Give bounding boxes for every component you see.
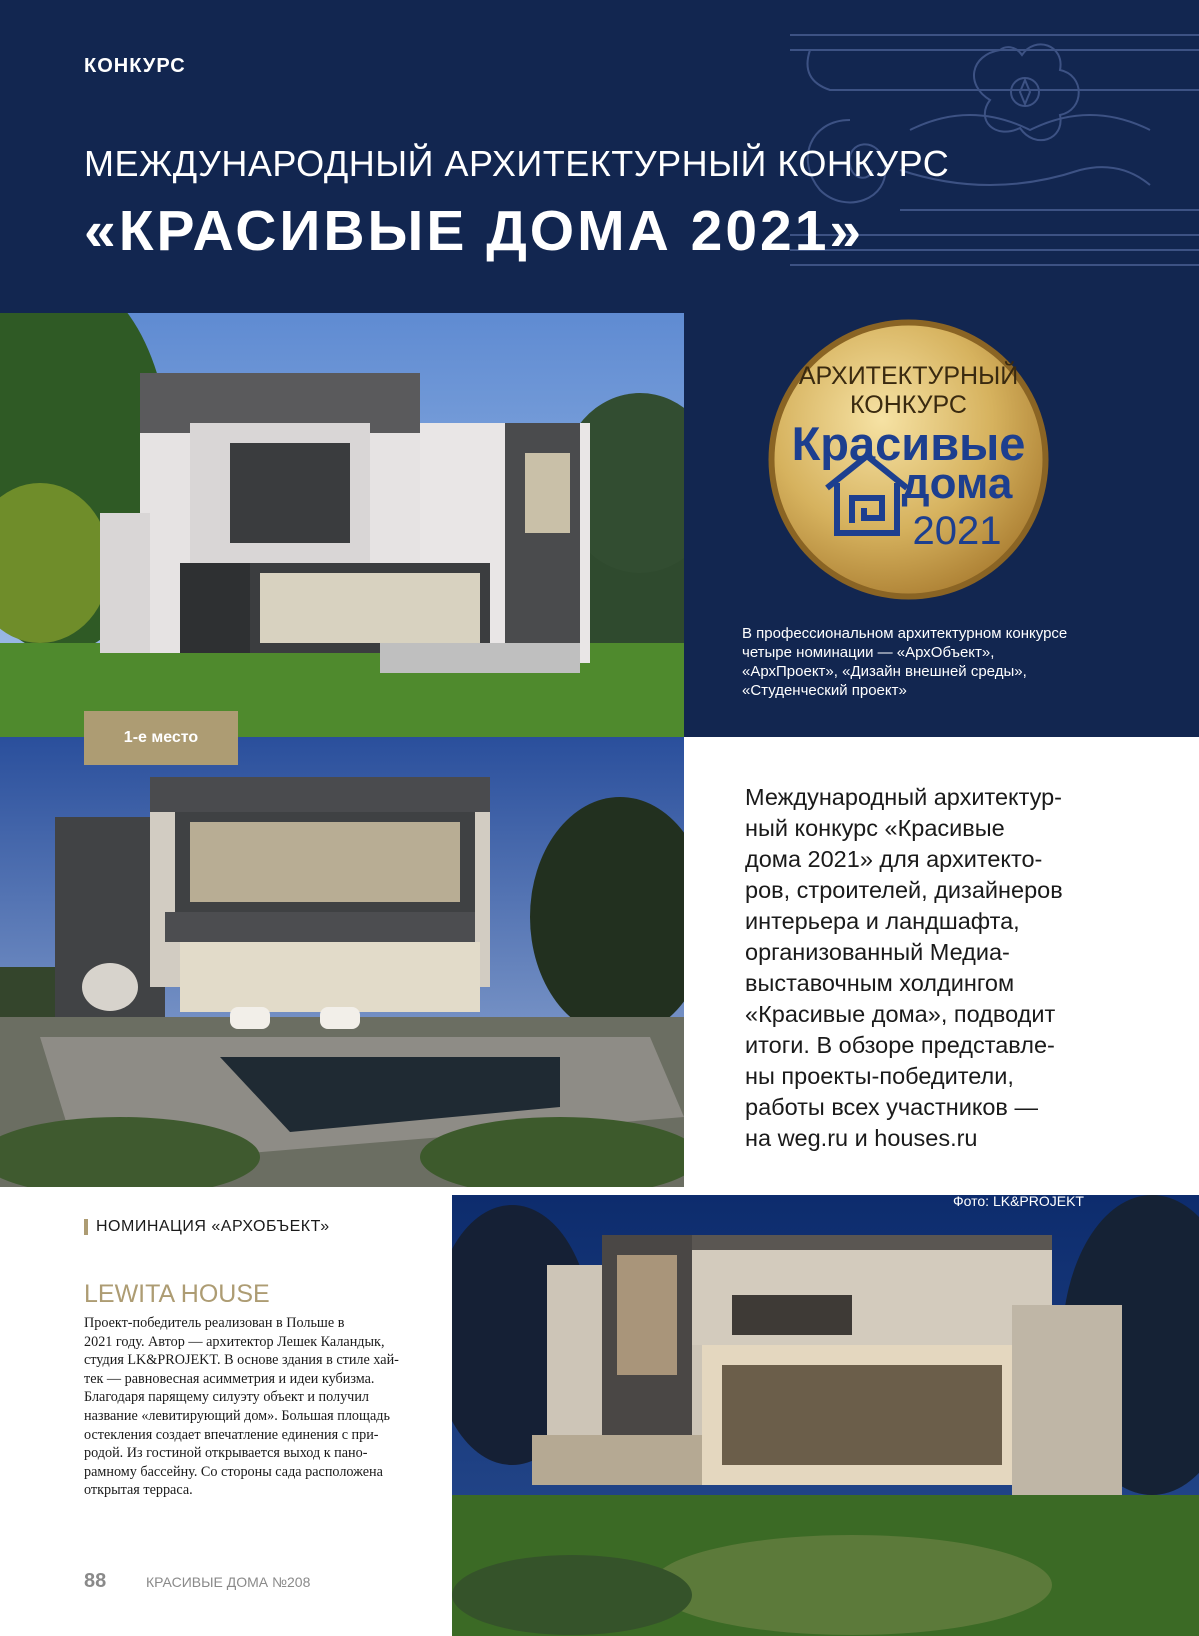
body-line: тек — равновесная асимметрия и идеи кубизма. — [84, 1370, 375, 1387]
page-number: 88 — [84, 1570, 107, 1592]
lead-line: интерьера и ландшафта, — [745, 908, 1020, 934]
project-description — [84, 1314, 420, 1500]
lead-line: ров, строителей, дизайнеров — [745, 877, 1063, 903]
magazine-issue: КРАСИВЫЕ ДОМА №208 — [146, 1574, 311, 1590]
body-line: студия LK&PROJEKT. В основе здания в стиле хай- — [84, 1352, 399, 1369]
lead-line: «Красивые дома», подводит — [745, 1001, 1056, 1027]
lead-line: организованный Медиа- — [745, 939, 1010, 965]
lead-line: итоги. В обзоре представле- — [745, 1032, 1055, 1058]
lead-line: дома 2021» для архитекто- — [745, 846, 1043, 872]
house-photo-night — [452, 1195, 1199, 1636]
page-title-line-2: «КРАСИВЫЕ ДОМА 2021» — [84, 199, 865, 263]
contest-medal-logo — [767, 318, 1050, 601]
nomination-heading — [84, 1218, 330, 1236]
lead-line: ный конкурс «Красивые — [745, 815, 1005, 841]
photo-credit: Фото: LK&PROJEKT — [953, 1193, 1084, 1209]
medal-year: 2021 — [912, 509, 1002, 553]
page-title-line-1: МЕЖДУНАРОДНЫЙ АРХИТЕКТУРНЫЙ КОНКУРС — [84, 143, 950, 184]
body-line: Проект-победитель реализован в Польше в — [84, 1315, 345, 1331]
lead-paragraph — [745, 782, 1125, 1154]
lead-line: Международный архитектур- — [745, 784, 1063, 810]
lead-line: выставочным холдингом — [745, 970, 1015, 996]
body-line: открытая терраса. — [84, 1482, 193, 1499]
medal-line-1: АРХИТЕКТУРНЫЙ — [798, 362, 1019, 390]
lead-line: ны проекты-победители, — [745, 1063, 1014, 1089]
body-line: остекления создает впечатление единения с при- — [84, 1426, 379, 1443]
medal-caption: В профессиональном архитектурном конкурсе четыре номинации — «АрхОбъект», «АрхПроект», «Дизайн внешней среды», «Студенческий проект» — [742, 625, 1068, 699]
body-line: родой. Из гостиной открывается выход к пано- — [84, 1445, 368, 1462]
house-photo-pool — [0, 737, 684, 1187]
medal-line-2: КОНКУРС — [850, 391, 967, 419]
lead-line: на weg.ru и houses.ru — [745, 1125, 978, 1151]
body-line: 2021 году. Автор — архитектор Лешек Каландык, — [84, 1333, 385, 1350]
house-photo-top — [0, 313, 684, 737]
nomination-label: НОМИНАЦИЯ «АРХОБЪЕКТ» — [96, 1218, 330, 1235]
medal-brand-line-2: дома — [901, 459, 1013, 508]
section-label: КОНКУРС — [84, 55, 186, 77]
body-line: название «левитирующий дом». Большая площадь — [84, 1407, 390, 1424]
lead-line: работы всех участников — — [745, 1094, 1038, 1120]
body-line: Благодаря парящему силуэту объект и получил — [84, 1389, 369, 1406]
body-line: рамному бассейну. Со стороны сада расположена — [84, 1463, 383, 1480]
accent-bar — [84, 1219, 88, 1235]
place-badge: 1-е место — [84, 711, 238, 765]
project-title: LEWITA HOUSE — [84, 1280, 270, 1308]
medal-brand-line-1: Красивые — [791, 417, 1026, 470]
